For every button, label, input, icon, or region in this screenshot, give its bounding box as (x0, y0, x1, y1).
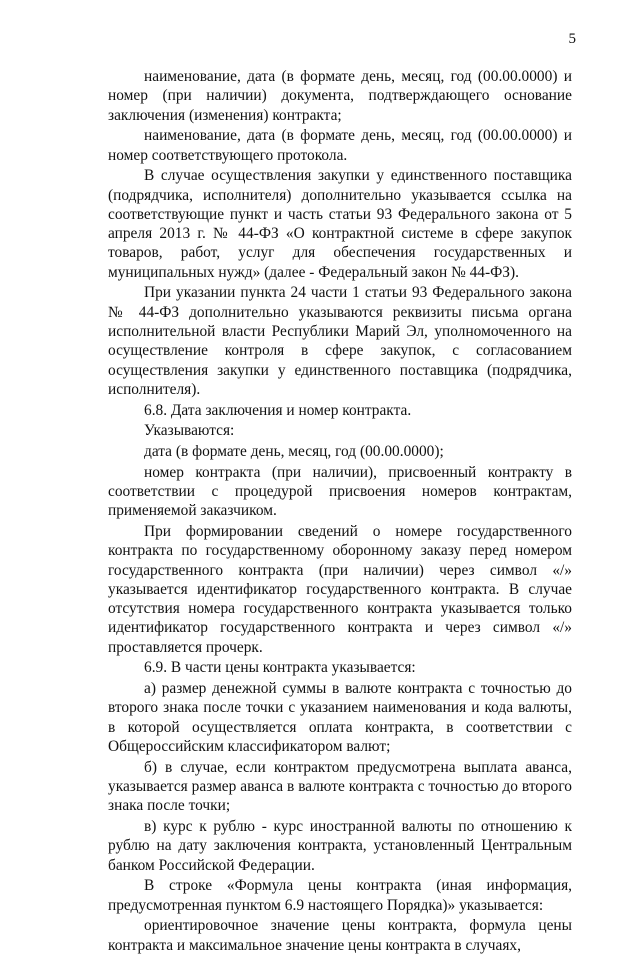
paragraph: наименование, дата (в формате день, месяц, год (00.00.0000) и номер (при наличии) документа, подтверждающего основание заключения (изменения) контракта; (108, 68, 572, 124)
section-heading: 6.8. Дата заключения и номер контракта. (144, 401, 412, 419)
paragraph: номер контракта (при наличии), присвоенный контракту в соответствии с процедурой присвоения номеров контрактам, применяемой заказчиком. (108, 463, 572, 520)
paragraph: В случае осуществления закупки у единственного поставщика (подрядчика, исполнителя) дополнительно указывается ссылка на соответствующие пункт и часть статьи 93 Федерального закона от 5 апреля 2013 г. № 44-ФЗ «О контрактной системе в сфере закупок товаров, работ, услуг для обеспечения государственных и муниципальных нужд» (далее - Федеральный закон № 44-ФЗ). (108, 167, 572, 281)
list-item: б) в случае, если контрактом предусмотрена выплата аванса, указывается размер аванса в валюте контракта с точностью до второго знака после точки; (108, 758, 572, 815)
paragraph: При указании пункта 24 части 1 статьи 93 Федерального закона № 44-ФЗ дополнительно указываются реквизиты письма органа исполнительной власти Республики Марий Эл, уполномоченного на осуществление контроля в сфере закупок, с согласованием осуществления закупки у единственного поставщика (подрядчика, исполнителя). (108, 284, 572, 398)
list-item: а) размер денежной суммы в валюте контракта с точностью до второго знака после точки с указанием наименования и кода валюты, в которой осуществляется оплата контракта, в соответствии с Общероссийским классификатором валют; (108, 680, 572, 755)
paragraph: Указываются: (144, 422, 235, 440)
paragraph: дата (в формате день, месяц, год (00.00.0000); (144, 442, 444, 460)
document-body (108, 67, 572, 956)
paragraph: ориентировочное значение цены контракта, формула цены контракта и максимальное значение цены контракта в случаях, (108, 917, 572, 954)
page-number: 5 (568, 31, 576, 47)
paragraph: наименование, дата (в формате день, месяц, год (00.00.0000) и номер соответствующего протокола. (108, 127, 572, 164)
section-heading: 6.9. В части цены контракта указывается: (144, 659, 416, 677)
paragraph: В строке «Формула цены контракта (иная информация, предусмотренная пунктом 6.9 настоящего Порядка)» указывается: (108, 877, 572, 914)
paragraph: При формировании сведений о номере государственного контракта по государственному оборонному заказу перед номером государственного контракта (при наличии) через символ «/» указывается идентификатор государственного контракта. В случае отсутствия номера государственного контракта указывается только идентификатор государственного контракта и через символ «/» проставляется прочерк. (108, 522, 572, 656)
list-item: в) курс к рублю - курс иностранной валюты по отношению к рублю на дату заключения контракта, установленный Центральным банком Российской Федерации. (108, 817, 572, 874)
